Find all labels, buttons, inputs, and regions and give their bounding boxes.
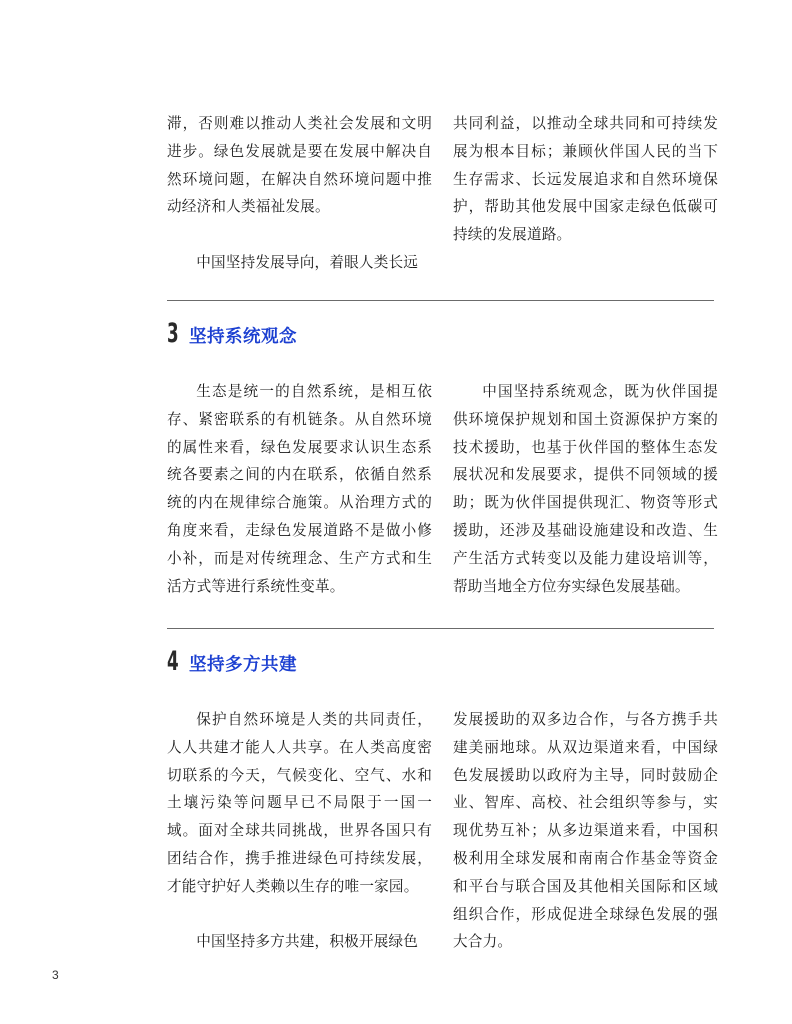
section-heading-4 (167, 646, 297, 677)
section3-left-column (167, 378, 432, 600)
section-number: 4 (167, 646, 179, 677)
paragraph: 生态是统一的自然系统，是相互依存、紧密联系的有机链条。从自然环境的属性来看，绿色发展要求认识生态系统各要素之间的内在联系，依循自然系统的内在规律综合施策。从治理方式的角度来看，走绿色发展道路不是做小修小补，而是对传统理念、生产方式和生活方式等进行系统性变革。 (167, 383, 432, 595)
section-heading-3 (167, 318, 297, 349)
section4-left-column (167, 706, 432, 956)
top-left-column (167, 110, 432, 277)
section4-right-column (453, 706, 718, 956)
paragraph: 中国坚持多方共建，积极开展绿色 (196, 933, 419, 951)
paragraph: 保护自然环境是人类的共同责任，人人共建才能人人共享。在人类高度密切联系的今天，气候变化、空气、水和土壤污染等问题早已不局限于一国一域。面对全球共同挑战，世界各国只有团结合作，携手推进绿色可持续发展，才能守护好人类赖以生存的唯一家园。 (167, 711, 432, 895)
paragraph: 中国坚持发展导向，着眼人类长远 (196, 253, 419, 271)
paragraph: 中国坚持系统观念，既为伙伴国提供环境保护规划和国土资源保护方案的技术援助，也基于伙伴国的整体生态发展状况和发展要求，提供不同领域的援助；既为伙伴国提供现汇、物资等形式援助，还涉及基础设施建设和改造、生产生活方式转变以及能力建设培训等，帮助当地全方位夯实绿色发展基础。 (453, 383, 718, 595)
paragraph: 共同利益，以推动全球共同和可持续发展为根本目标；兼顾伙伴国人民的当下生存需求、长远发展追求和自然环境保护，帮助其他发展中国家走绿色低碳可持续的发展道路。 (453, 115, 718, 244)
paragraph: 发展援助的双多边合作，与各方携手共建美丽地球。从双边渠道来看，中国绿色发展援助以政府为主导，同时鼓励企业、智库、高校、社会组织等参与，实现优势互补；从多边渠道来看，中国积极利用全球发展和南南合作基金等资金和平台与联合国及其他相关国际和区域组织合作，形成促进全球绿色发展的强大合力。 (453, 711, 718, 951)
section-divider (167, 300, 714, 301)
page-number: 3 (52, 968, 59, 982)
section-title: 坚持系统观念 (189, 327, 297, 347)
section3-right-column (453, 378, 718, 600)
section-title: 坚持多方共建 (189, 655, 297, 675)
section-number: 3 (167, 318, 179, 349)
section-divider (167, 628, 714, 629)
top-right-column (453, 110, 718, 249)
paragraph: 滞，否则难以推动人类社会发展和文明进步。绿色发展就是要在发展中解决自然环境问题，在解决自然环境问题中推动经济和人类福祉发展。 (167, 115, 432, 216)
